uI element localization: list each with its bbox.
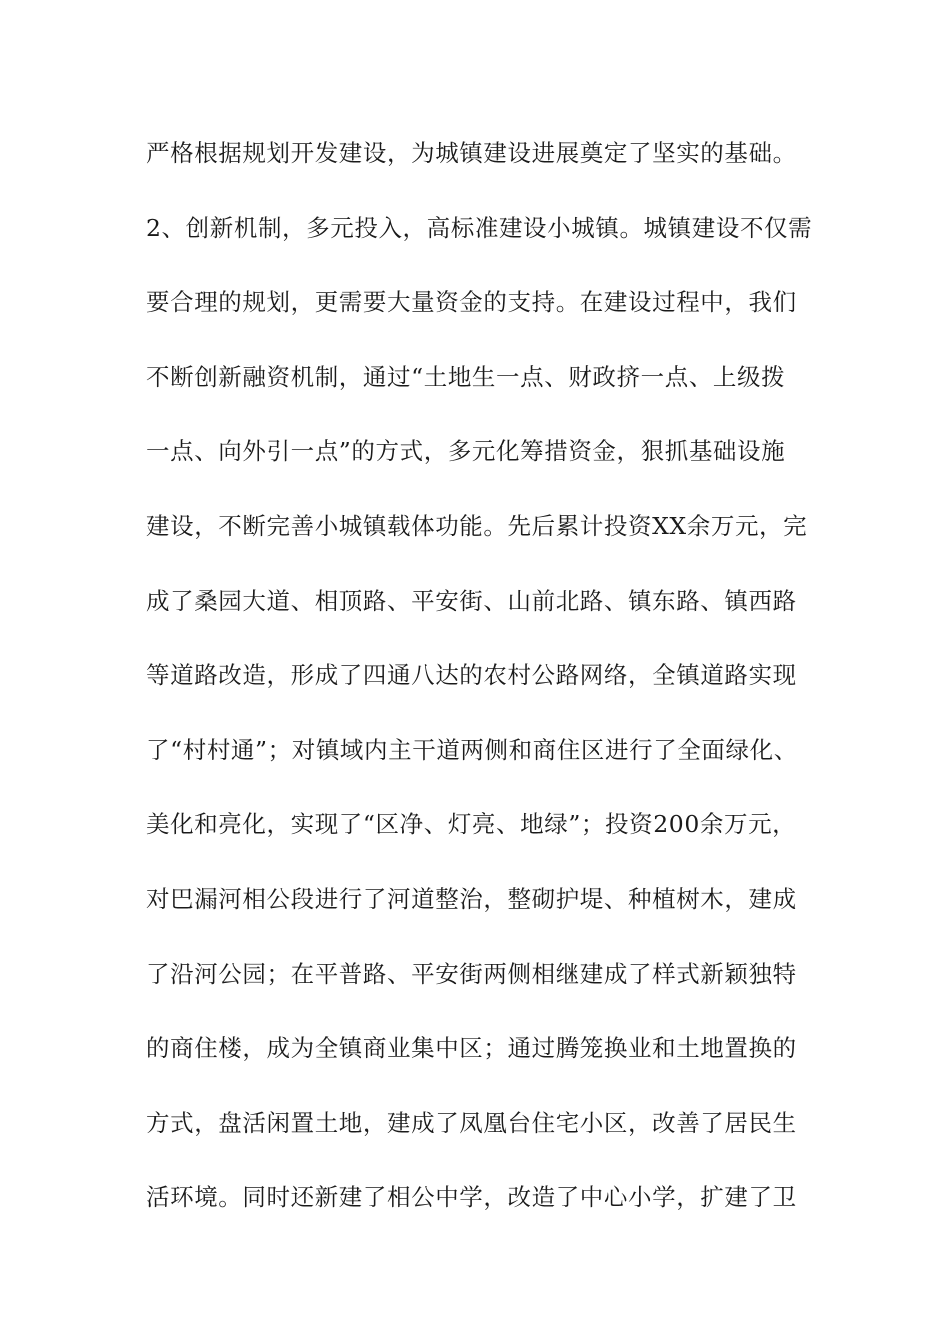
body-text [146, 134, 836, 1253]
text-line-12: 了沿河公园；在平普路、平安街两侧相继建成了样式新颖独特 [146, 959, 797, 988]
text-line-4: 不断创新融资机制，通过“土地生一点、财政挤一点、上级拨 [146, 362, 786, 391]
text-line-13: 的商住楼，成为全镇商业集中区；通过腾笼换业和土地置换的 [146, 1034, 797, 1063]
text-line-14: 方式，盘活闲置土地，建成了凤凰台住宅小区，改善了居民生 [146, 1108, 797, 1137]
text-line-11: 对巴漏河相公段进行了河道整治，整砌护堤、种植树木，建成 [146, 884, 797, 913]
text-line-3: 要合理的规划，更需要大量资金的支持。在建设过程中，我们 [146, 288, 797, 317]
text-line-10: 美化和亮化，实现了“区净、灯亮、地绿”；投资200余万元， [146, 810, 797, 839]
text-line-15: 活环境。同时还新建了相公中学，改造了中心小学，扩建了卫 [146, 1183, 797, 1212]
text-line-1: 严格根据规划开发建设，为城镇建设进展奠定了坚实的基础。 [146, 139, 797, 167]
text-line-7: 成了桑园大道、相顶路、平安街、山前北路、镇东路、镇西路 [146, 586, 797, 615]
text-line-5: 一点、向外引一点”的方式，多元化筹措资金，狠抓基础设施 [146, 437, 786, 466]
text-line-8: 等道路改造，形成了四通八达的农村公路网络，全镇道路实现 [146, 661, 797, 690]
text-line-6: 建设，不断完善小城镇载体功能。先后累计投资XX余万元，完 [146, 511, 808, 540]
text-line-9: 了“村村通”；对镇域内主干道两侧和商住区进行了全面绿化、 [146, 735, 798, 764]
text-line-2: 2、创新机制，多元投入，高标准建设小城镇。城镇建设不仅需 [146, 213, 813, 242]
